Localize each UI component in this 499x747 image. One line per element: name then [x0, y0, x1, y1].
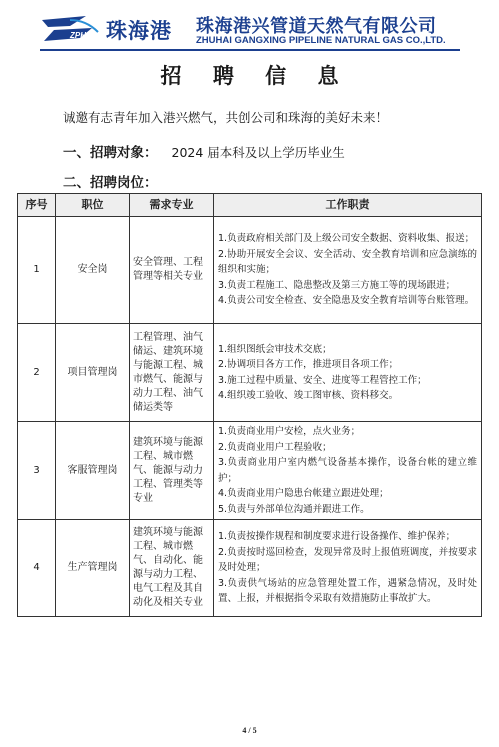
duty-item: 1.负责商业用户安检，点火业务；	[218, 426, 361, 437]
duty-item: 1.负责按操作规程和制度要求进行设备操作、维护保养；	[218, 531, 456, 543]
duty-item: 3.负责工程施工、隐患整改及第三方施工等的现场跟进；	[218, 279, 456, 291]
row-position: 项目管理岗	[56, 324, 130, 422]
company-name-en: ZHUHAI GANGXING PIPELINE NATURAL GAS CO.,LTD.	[196, 35, 446, 46]
row-majors: 建筑环境与能源工程、城市燃气、能源与动力工程、管理类等专业	[130, 422, 214, 520]
row-position: 安全岗	[56, 217, 130, 324]
company-logo-icon	[40, 14, 102, 44]
row-duties	[214, 422, 482, 520]
duty-item: 2.负责商业用户工程验收；	[218, 441, 332, 453]
duty-item: 4.负责商业用户隐患台帐建立跟进处理；	[218, 488, 389, 499]
table-row	[18, 422, 482, 520]
page-header	[40, 10, 470, 50]
positions-heading: 二、招聘岗位：	[63, 175, 158, 191]
row-duties	[214, 520, 482, 617]
table-row	[18, 520, 482, 617]
duty-item: 5.负责与外部单位沟通并跟进工作。	[218, 503, 370, 515]
table-header-row	[18, 194, 482, 217]
duty-item: 3.负责供气场站的应急管理处置工作，遇紧急情况，及时处置、上报，并根据指令采取有效措施防止事故扩大。	[218, 577, 477, 605]
duty-item: 3.负责商业用户室内燃气设备基本操作，设备台帐的建立维护；	[218, 457, 477, 484]
row-no: 2	[18, 324, 56, 422]
duty-item: 3.施工过程中质量、安全、进度等工程管控工作；	[218, 374, 427, 386]
recruitment-target-value: 2024 届本科及以上学历毕业生	[171, 145, 345, 160]
page-number: 4 / 5	[242, 726, 257, 735]
row-majors: 安全管理、工程管理等相关专业	[130, 217, 214, 324]
row-duties	[214, 217, 482, 324]
row-majors: 建筑环境与能源工程、城市燃气、自动化、能源与动力工程、电气工程及其自动化及相关专业	[130, 520, 214, 617]
logo-text-en: ZPH	[70, 31, 86, 40]
row-no: 1	[18, 217, 56, 324]
row-position: 生产管理岗	[56, 520, 130, 617]
header-majors: 需求专业	[130, 194, 214, 217]
duty-item: 2.协调项目各方工作，推进项目各项工作；	[218, 359, 399, 370]
header-no: 序号	[18, 194, 56, 217]
row-duties	[214, 324, 482, 422]
header-position: 职位	[56, 194, 130, 217]
recruitment-target-label: 一、招聘对象：	[63, 145, 158, 161]
logo-text-cn: 珠海港	[106, 18, 172, 43]
duty-item: 2.负责按时巡回检查，发现异常及时上报值班调度，并按要求及时处理；	[218, 546, 477, 574]
duty-item: 1.组织图纸会审技术交底；	[218, 343, 332, 355]
header-duties: 工作职责	[214, 194, 482, 217]
intro-text: 诚邀有志青年加入港兴燃气，共创公司和珠海的美好未来！	[63, 110, 389, 125]
row-no: 3	[18, 422, 56, 520]
recruitment-target	[63, 141, 345, 161]
duty-item: 4.组织竣工验收、竣工图审核、资料移交。	[218, 390, 399, 401]
duty-item: 1.负责政府相关部门及上级公司安全数据、资料收集、报送；	[218, 233, 475, 245]
company-name-cn: 珠海港兴管道天然气有限公司	[196, 16, 437, 37]
header-divider	[40, 49, 460, 51]
table-row	[18, 324, 482, 422]
row-position: 客服管理岗	[56, 422, 130, 520]
row-majors: 工程管理、油气储运、建筑环境与能源工程、城市燃气、能源与动力工程、油气储运类等	[130, 324, 214, 422]
positions-table	[17, 193, 482, 617]
page-title: 招 聘 信 息	[160, 64, 351, 88]
row-no: 4	[18, 520, 56, 617]
duty-item: 2.协助开展安全会议、安全活动、安全教育培训和应急演练的组织和实施；	[218, 248, 477, 276]
table-row	[18, 217, 482, 324]
duty-item: 4.负责公司安全检查、安全隐患及安全教育培训等台账管理。	[218, 295, 475, 307]
